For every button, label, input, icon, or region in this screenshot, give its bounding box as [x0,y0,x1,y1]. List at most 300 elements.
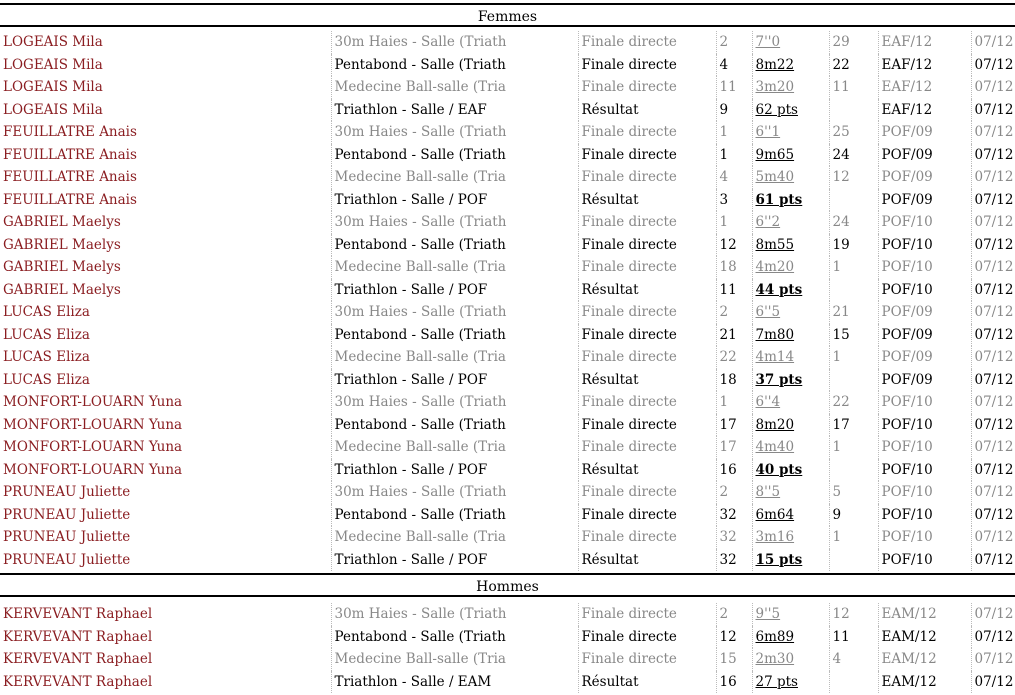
athlete-link[interactable]: KERVEVANT Raphael [3,673,153,690]
event-cell: Pentabond - Salle (Triath [331,234,578,257]
round-cell: Résultat [578,189,716,212]
category-cell: EAF/12 [878,31,971,54]
category-cell: POF/10 [878,391,971,414]
section-title: Femmes [477,9,538,25]
performance-link[interactable]: 9m65 [755,146,795,163]
athlete-cell [0,459,331,482]
performance-link[interactable]: 4m14 [755,349,795,365]
date-cell: 07/12 [971,256,1015,279]
athlete-cell [0,481,331,504]
points-cell: 22 [829,391,878,414]
table-row [0,626,1015,649]
event-cell: 30m Haies - Salle (Triath [331,211,578,234]
performance-cell [752,369,829,392]
event-cell: 30m Haies - Salle (Triath [331,391,578,414]
points-cell [829,189,878,212]
event-cell: Pentabond - Salle (Triath [331,626,578,649]
performance-link[interactable]: 44 pts [755,281,803,298]
performance-link[interactable]: 6m64 [755,506,795,523]
performance-link[interactable]: 27 pts [755,673,798,690]
place-cell: 18 [716,256,752,279]
athlete-link[interactable]: LUCAS Eliza [3,326,90,343]
event-cell: Triathlon - Salle / POF [331,279,578,302]
event-cell: Triathlon - Salle / EAM [331,671,578,694]
points-cell [829,549,878,572]
round-cell: Finale directe [578,481,716,504]
category-cell: EAF/12 [878,76,971,99]
event-cell: Triathlon - Salle / POF [331,369,578,392]
category-cell: POF/10 [878,481,971,504]
performance-cell [752,99,829,122]
athlete-link[interactable]: LOGEAIS Mila [3,79,103,95]
place-cell: 32 [716,526,752,549]
event-cell: Medecine Ball-salle (Tria [331,256,578,279]
round-cell: Résultat [578,369,716,392]
event-cell: 30m Haies - Salle (Triath [331,301,578,324]
event-cell: 30m Haies - Salle (Triath [331,481,578,504]
category-cell: POF/09 [878,189,971,212]
date-cell: 07/12 [971,121,1015,144]
date-cell: 07/12 [971,391,1015,414]
performance-cell [752,144,829,167]
event-cell: Triathlon - Salle / POF [331,459,578,482]
date-cell: 07/12 [971,99,1015,122]
points-cell: 5 [829,481,878,504]
table-row [0,234,1015,257]
date-cell: 07/12 [971,549,1015,572]
category-cell: POF/09 [878,369,971,392]
table-row [0,211,1015,234]
date-cell: 07/12 [971,144,1015,167]
athlete-cell [0,279,331,302]
place-cell: 17 [716,414,752,437]
category-cell: POF/10 [878,436,971,459]
athlete-cell [0,234,331,257]
table-row [0,121,1015,144]
event-cell: Medecine Ball-salle (Tria [331,76,578,99]
round-cell: Finale directe [578,436,716,459]
section-header-femmes [0,3,1015,27]
points-cell: 21 [829,301,878,324]
place-cell: 9 [716,99,752,122]
performance-cell [752,189,829,212]
round-cell: Finale directe [578,346,716,369]
date-cell: 07/12 [971,234,1015,257]
round-cell: Finale directe [578,211,716,234]
category-cell: POF/09 [878,144,971,167]
points-cell: 19 [829,234,878,257]
event-cell: Pentabond - Salle (Triath [331,54,578,77]
round-cell: Finale directe [578,144,716,167]
place-cell: 15 [716,648,752,671]
place-cell: 32 [716,549,752,572]
athlete-link[interactable]: LOGEAIS Mila [3,56,103,73]
round-cell: Résultat [578,459,716,482]
date-cell: 07/12 [971,189,1015,212]
date-cell: 07/12 [971,211,1015,234]
performance-link[interactable]: 7m80 [755,326,795,343]
date-cell: 07/12 [971,324,1015,347]
date-cell: 07/12 [971,671,1015,694]
athlete-link[interactable]: KERVEVANT Raphael [3,651,153,667]
category-cell: POF/09 [878,346,971,369]
round-cell: Finale directe [578,603,716,626]
points-cell: 1 [829,436,878,459]
performance-cell [752,301,829,324]
section-header-hommes [0,573,1015,597]
performance-link[interactable]: 6''2 [755,214,781,230]
points-cell: 11 [829,76,878,99]
table-row [0,324,1015,347]
athlete-cell [0,211,331,234]
performance-cell [752,391,829,414]
performance-cell [752,31,829,54]
round-cell: Résultat [578,671,716,694]
event-cell: Medecine Ball-salle (Tria [331,346,578,369]
table-row [0,603,1015,626]
performance-cell [752,54,829,77]
points-cell: 24 [829,144,878,167]
athlete-link[interactable]: LOGEAIS Mila [3,34,103,50]
place-cell: 12 [716,234,752,257]
athlete-link[interactable]: FEUILLATRE Anais [3,169,137,185]
athlete-cell [0,76,331,99]
round-cell: Finale directe [578,54,716,77]
athlete-cell [0,526,331,549]
table-row [0,346,1015,369]
category-cell: POF/10 [878,504,971,527]
place-cell: 16 [716,459,752,482]
category-cell: POF/09 [878,324,971,347]
place-cell: 4 [716,54,752,77]
category-cell: EAF/12 [878,99,971,122]
athlete-link[interactable]: PRUNEAU Juliette [3,551,131,568]
table-row [0,391,1015,414]
athlete-link[interactable]: GABRIEL Maelys [3,214,121,230]
place-cell: 18 [716,369,752,392]
date-cell: 07/12 [971,626,1015,649]
date-cell: 07/12 [971,301,1015,324]
athlete-link[interactable]: FEUILLATRE Anais [3,191,137,208]
date-cell: 07/12 [971,459,1015,482]
athlete-cell [0,671,331,694]
category-cell: POF/10 [878,279,971,302]
date-cell: 07/12 [971,346,1015,369]
table-row [0,549,1015,572]
performance-link[interactable]: 5m40 [755,169,795,185]
place-cell: 1 [716,391,752,414]
table-row [0,369,1015,392]
round-cell: Finale directe [578,256,716,279]
category-cell: EAF/12 [878,54,971,77]
category-cell: EAM/12 [878,603,971,626]
athlete-link[interactable]: MONFORT-LOUARN Yuna [3,416,183,433]
athlete-cell [0,648,331,671]
table-row [0,459,1015,482]
athlete-cell [0,369,331,392]
points-cell: 25 [829,121,878,144]
place-cell: 12 [716,626,752,649]
table-row [0,76,1015,99]
athlete-cell [0,626,331,649]
performance-link[interactable]: 40 pts [755,461,803,478]
performance-link[interactable]: 61 pts [755,191,803,208]
athlete-cell [0,324,331,347]
round-cell: Finale directe [578,626,716,649]
table-row [0,481,1015,504]
performance-link[interactable]: 6''5 [755,304,781,320]
athlete-cell [0,391,331,414]
table-row [0,504,1015,527]
points-cell [829,459,878,482]
performance-cell [752,671,829,694]
category-cell: POF/10 [878,234,971,257]
points-cell: 1 [829,346,878,369]
performance-link[interactable]: 4m40 [755,439,795,455]
athlete-cell [0,504,331,527]
athlete-link[interactable]: LUCAS Eliza [3,304,90,320]
points-cell: 29 [829,31,878,54]
performance-link[interactable]: 8m22 [755,56,795,73]
athlete-link[interactable]: MONFORT-LOUARN Yuna [3,394,183,410]
athlete-link[interactable]: MONFORT-LOUARN Yuna [3,439,183,455]
date-cell: 07/12 [971,436,1015,459]
athlete-cell [0,121,331,144]
date-cell: 07/12 [971,414,1015,437]
table-row [0,414,1015,437]
round-cell: Finale directe [578,391,716,414]
round-cell: Finale directe [578,234,716,257]
place-cell: 3 [716,189,752,212]
round-cell: Finale directe [578,414,716,437]
performance-cell [752,121,829,144]
place-cell: 11 [716,279,752,302]
athlete-cell [0,603,331,626]
event-cell: Triathlon - Salle / EAF [331,99,578,122]
round-cell: Finale directe [578,76,716,99]
performance-cell [752,234,829,257]
round-cell: Résultat [578,99,716,122]
athlete-cell [0,144,331,167]
table-row [0,279,1015,302]
performance-link[interactable]: 8m55 [755,236,795,253]
points-cell [829,369,878,392]
performance-link[interactable]: 9''5 [755,606,781,622]
place-cell: 32 [716,504,752,527]
category-cell: POF/10 [878,256,971,279]
place-cell: 1 [716,121,752,144]
athlete-cell [0,256,331,279]
round-cell: Résultat [578,549,716,572]
performance-link[interactable]: 6m89 [755,628,795,645]
performance-link[interactable]: 6''4 [755,394,781,410]
performance-link[interactable]: 7''0 [755,34,781,50]
date-cell: 07/12 [971,648,1015,671]
place-cell: 2 [716,301,752,324]
performance-cell [752,279,829,302]
points-cell [829,279,878,302]
category-cell: POF/09 [878,166,971,189]
date-cell: 07/12 [971,526,1015,549]
round-cell: Finale directe [578,648,716,671]
place-cell: 22 [716,346,752,369]
athlete-cell [0,189,331,212]
points-cell: 22 [829,54,878,77]
athlete-link[interactable]: LUCAS Eliza [3,349,90,365]
performance-cell [752,549,829,572]
round-cell: Finale directe [578,526,716,549]
table-row [0,31,1015,54]
table-row [0,99,1015,122]
athlete-link[interactable]: GABRIEL Maelys [3,259,121,275]
athlete-cell [0,346,331,369]
table-row [0,189,1015,212]
performance-cell [752,256,829,279]
performance-cell [752,603,829,626]
place-cell: 21 [716,324,752,347]
performance-cell [752,459,829,482]
event-cell: Triathlon - Salle / POF [331,189,578,212]
place-cell: 2 [716,31,752,54]
section-title: Hommes [476,579,539,595]
date-cell: 07/12 [971,504,1015,527]
athlete-cell [0,31,331,54]
place-cell: 1 [716,144,752,167]
performance-link[interactable]: 37 pts [755,371,803,388]
event-cell: 30m Haies - Salle (Triath [331,603,578,626]
round-cell: Finale directe [578,301,716,324]
athlete-cell [0,301,331,324]
athlete-cell [0,549,331,572]
performance-link[interactable]: 4m20 [755,259,795,275]
performance-cell [752,414,829,437]
points-cell: 12 [829,166,878,189]
category-cell: POF/09 [878,301,971,324]
place-cell: 11 [716,76,752,99]
place-cell: 2 [716,603,752,626]
table-row [0,436,1015,459]
round-cell: Finale directe [578,31,716,54]
performance-link[interactable]: 3m20 [755,79,795,95]
table-row [0,648,1015,671]
results-table-hommes [0,603,1015,693]
round-cell: Finale directe [578,324,716,347]
points-cell: 17 [829,414,878,437]
event-cell: Medecine Ball-salle (Tria [331,526,578,549]
place-cell: 4 [716,166,752,189]
category-cell: EAM/12 [878,671,971,694]
performance-link[interactable]: 15 pts [755,551,803,568]
points-cell [829,99,878,122]
round-cell: Finale directe [578,504,716,527]
athlete-cell [0,99,331,122]
category-cell: POF/10 [878,459,971,482]
performance-cell [752,436,829,459]
athlete-cell [0,414,331,437]
athlete-link[interactable]: PRUNEAU Juliette [3,529,131,545]
round-cell: Finale directe [578,166,716,189]
performance-link[interactable]: 3m16 [755,529,795,545]
athlete-link[interactable]: FEUILLATRE Anais [3,146,137,163]
athlete-link[interactable]: LUCAS Eliza [3,371,90,388]
athlete-link[interactable]: PRUNEAU Juliette [3,484,131,500]
performance-link[interactable]: 8m20 [755,416,795,433]
performance-link[interactable]: 8''5 [755,484,781,500]
event-cell: Medecine Ball-salle (Tria [331,436,578,459]
points-cell: 24 [829,211,878,234]
table-row [0,166,1015,189]
place-cell: 2 [716,481,752,504]
points-cell [829,671,878,694]
performance-link[interactable]: 62 pts [755,101,798,118]
performance-cell [752,324,829,347]
place-cell: 1 [716,211,752,234]
place-cell: 17 [716,436,752,459]
performance-cell [752,626,829,649]
athlete-cell [0,166,331,189]
points-cell: 1 [829,526,878,549]
place-cell: 16 [716,671,752,694]
category-cell: EAM/12 [878,648,971,671]
category-cell: EAM/12 [878,626,971,649]
athlete-link[interactable]: MONFORT-LOUARN Yuna [3,461,183,478]
performance-link[interactable]: 6''1 [755,124,781,140]
date-cell: 07/12 [971,166,1015,189]
event-cell: Pentabond - Salle (Triath [331,144,578,167]
results-table-femmes [0,31,1015,571]
athlete-link[interactable]: LOGEAIS Mila [3,101,103,118]
points-cell: 15 [829,324,878,347]
performance-cell [752,504,829,527]
table-row [0,144,1015,167]
table-row [0,54,1015,77]
athlete-link[interactable]: PRUNEAU Juliette [3,506,131,523]
athlete-cell [0,436,331,459]
performance-cell [752,481,829,504]
points-cell: 12 [829,603,878,626]
date-cell: 07/12 [971,481,1015,504]
date-cell: 07/12 [971,54,1015,77]
athlete-cell [0,54,331,77]
points-cell: 1 [829,256,878,279]
category-cell: POF/10 [878,526,971,549]
event-cell: Pentabond - Salle (Triath [331,324,578,347]
category-cell: POF/09 [878,121,971,144]
athlete-link[interactable]: KERVEVANT Raphael [3,628,153,645]
category-cell: POF/10 [878,414,971,437]
table-row [0,671,1015,694]
event-cell: Medecine Ball-salle (Tria [331,648,578,671]
performance-cell [752,648,829,671]
date-cell: 07/12 [971,603,1015,626]
date-cell: 07/12 [971,31,1015,54]
performance-cell [752,211,829,234]
points-cell: 9 [829,504,878,527]
performance-cell [752,166,829,189]
table-row [0,526,1015,549]
performance-link[interactable]: 2m30 [755,651,795,667]
event-cell: Pentabond - Salle (Triath [331,414,578,437]
round-cell: Finale directe [578,121,716,144]
event-cell: 30m Haies - Salle (Triath [331,31,578,54]
athlete-link[interactable]: GABRIEL Maelys [3,281,121,298]
points-cell: 11 [829,626,878,649]
athlete-link[interactable]: FEUILLATRE Anais [3,124,137,140]
table-row [0,301,1015,324]
athlete-link[interactable]: GABRIEL Maelys [3,236,121,253]
athlete-link[interactable]: KERVEVANT Raphael [3,606,153,622]
performance-cell [752,76,829,99]
